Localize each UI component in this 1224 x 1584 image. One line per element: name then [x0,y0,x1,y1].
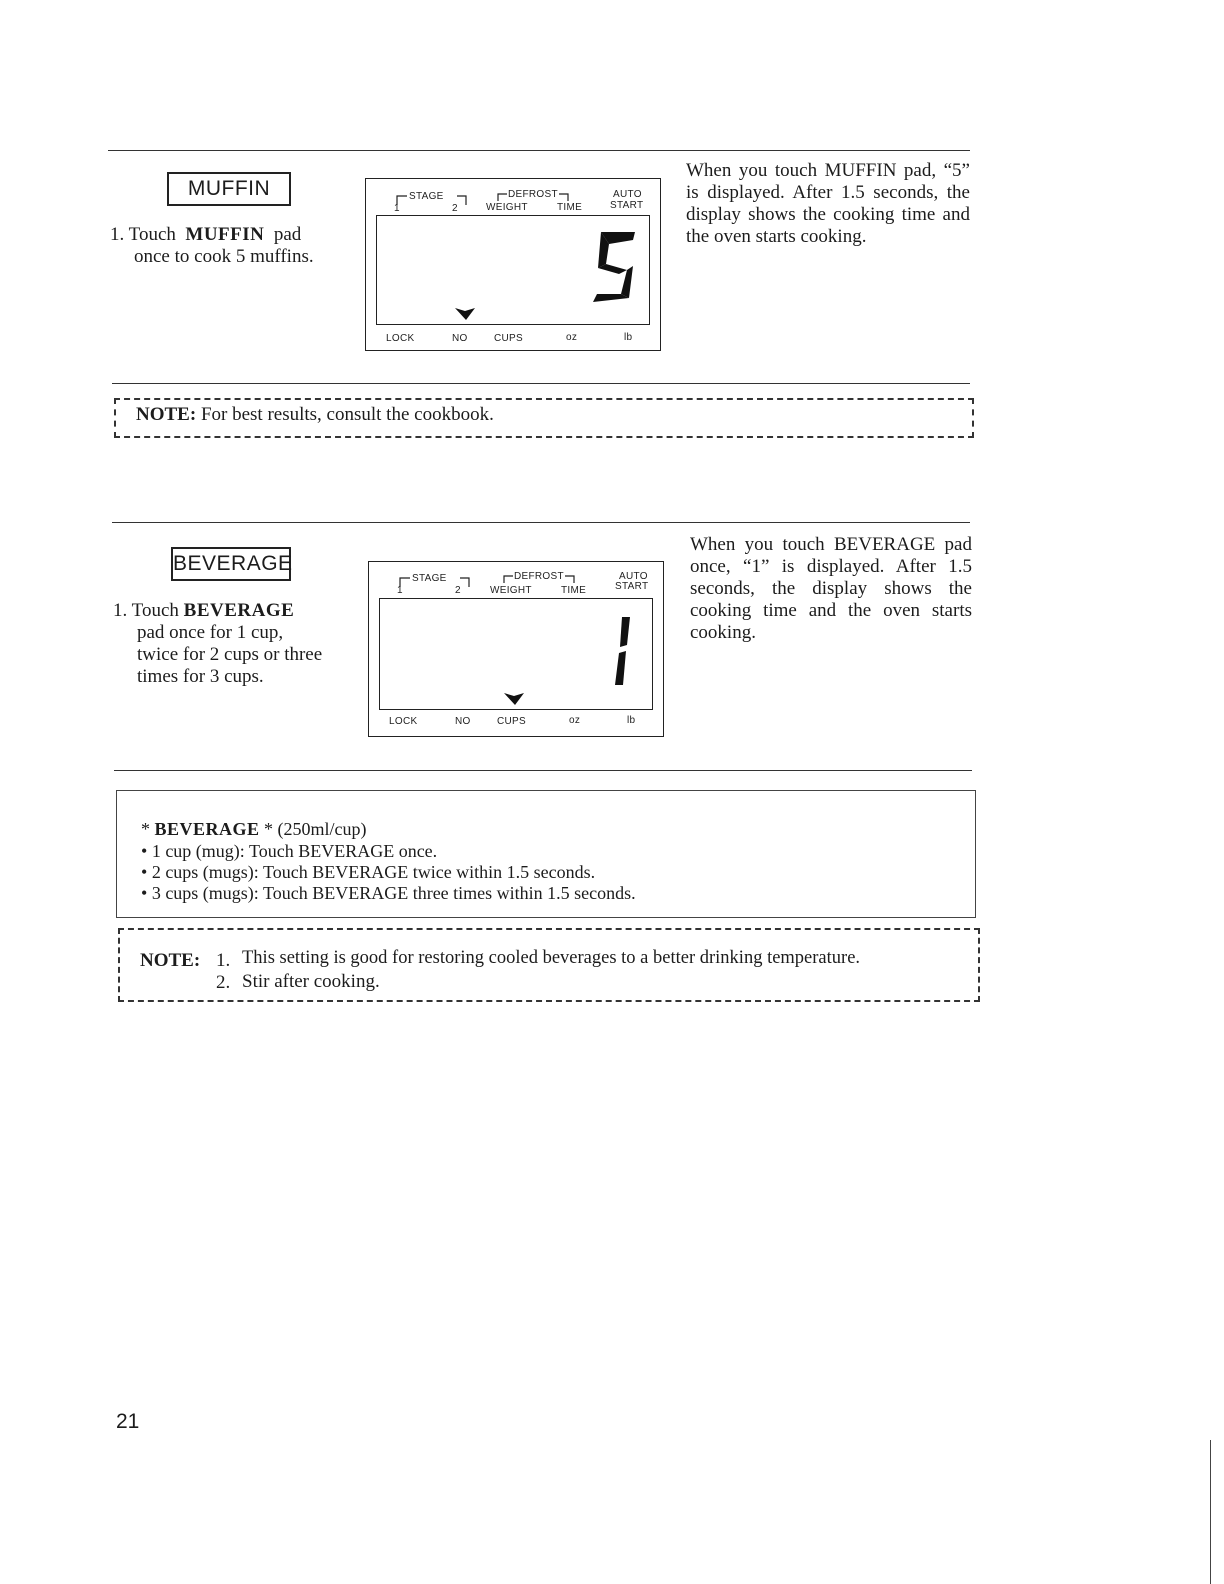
muffin-step-bold: MUFFIN [185,224,265,245]
stage-bracket [397,573,477,587]
beverage-info-title [141,819,367,840]
bullet-icon: • [141,883,148,903]
stage-1-label: 1 [397,585,403,596]
beverage-step-number: 1. [113,600,128,621]
muffin-display [365,178,661,351]
beverage-info-box [116,790,976,918]
beverage-info-item [141,862,595,883]
time-label: TIME [561,585,587,596]
muffin-step-number: 1. [110,224,125,245]
note2-item1-text: This setting is good for restoring cooled beverages to a better drinking temperature. [242,948,861,968]
note1-label: NOTE: [136,404,197,425]
note-box-beverage [118,928,980,1002]
section-rule-top [108,150,970,151]
stage-label: STAGE [409,191,444,202]
auto-label: AUTO [619,571,648,582]
defrost-bracket [502,571,582,583]
beverage-step-line3: twice for 2 cups or three [137,644,323,665]
beverage-display [368,561,664,737]
muffin-step-line2: once to cook 5 muffins. [134,246,314,267]
page-edge-line [1210,1440,1211,1584]
stage-bracket [394,191,474,205]
muffin-step-pad: pad [273,224,302,245]
note2-item2-text: Stir after cooking. [242,971,380,992]
muffin-step-touch: Touch [128,224,176,245]
note2-item2-number: 2. [216,972,231,993]
beverage-info-item [141,883,636,904]
beverage-info-item-text: 3 cups (mugs): Touch BEVERAGE three times within 1.5 seconds. [151,883,636,903]
section-rule-muffin-bottom [112,383,970,384]
beverage-display-digit [608,615,634,687]
weight-label: WEIGHT [486,202,528,213]
oz-label: oz [569,715,581,726]
section-rule-beverage-top [112,522,970,523]
muffin-display-screen [376,215,650,325]
time-label: TIME [557,202,583,213]
beverage-step-bold: BEVERAGE [183,600,295,621]
lb-label: lb [624,332,633,343]
page-number: 21 [116,1410,140,1433]
beverage-info-title-suffix: * (250ml/cup) [264,819,367,839]
note2-item1-number: 1. [216,950,231,971]
start-label: START [610,200,644,211]
beverage-info-item-text: 2 cups (mugs): Touch BEVERAGE twice within 1.5 seconds. [151,862,596,882]
beverage-pad-label: BEVERAGE [171,547,291,581]
bullet-icon: • [141,862,148,882]
beverage-description: When you touch BEVERAGE pad once, “1” is displayed. After 1.5 seconds, the display shows the cooking time and the oven starts cooking. [690,534,972,643]
beverage-info-title-bold: BEVERAGE [154,819,260,839]
oz-label: oz [566,332,578,343]
bullet-icon: • [141,841,148,861]
lb-label: lb [627,715,636,726]
lock-label: LOCK [389,716,418,727]
start-label: START [615,581,649,592]
stage-2-label: 2 [455,585,461,596]
weight-label: WEIGHT [490,585,532,596]
stage-label: STAGE [412,573,447,584]
muffin-display-digit [589,230,641,304]
defrost-bracket [496,189,576,201]
beverage-info-item [141,841,437,862]
note-box-cookbook [114,398,974,438]
stage-2-label: 2 [452,203,458,214]
muffin-description: When you touch MUFFIN pad, “5” is displayed. After 1.5 seconds, the display shows the cooking time and the oven starts cooking. [686,160,970,247]
beverage-info-item-text: 1 cup (mug): Touch BEVERAGE once. [151,841,438,861]
cups-label: CUPS [497,716,526,727]
no-label: NO [452,333,468,344]
note2-label: NOTE: [140,950,201,971]
defrost-label: DEFROST [514,571,564,582]
muffin-indicator-arrow-icon [455,306,475,320]
note1-text: For best results, consult the cookbook. [200,404,494,425]
no-label: NO [455,716,471,727]
defrost-label: DEFROST [508,189,558,200]
beverage-display-screen [379,598,653,710]
beverage-info-star: * [141,819,150,839]
section-rule-beverage-bottom [114,770,972,771]
beverage-step-touch: Touch [131,600,179,621]
beverage-step-line2: pad once for 1 cup, [137,622,284,643]
beverage-step-line4: times for 3 cups. [137,666,264,687]
cups-label: CUPS [494,333,523,344]
note1-line [136,404,494,426]
lock-label: LOCK [386,333,415,344]
muffin-pad-label: MUFFIN [167,172,291,206]
beverage-step [113,600,349,688]
muffin-step [110,224,346,268]
stage-1-label: 1 [394,203,400,214]
beverage-indicator-arrow-icon [504,691,524,705]
auto-label: AUTO [613,189,642,200]
